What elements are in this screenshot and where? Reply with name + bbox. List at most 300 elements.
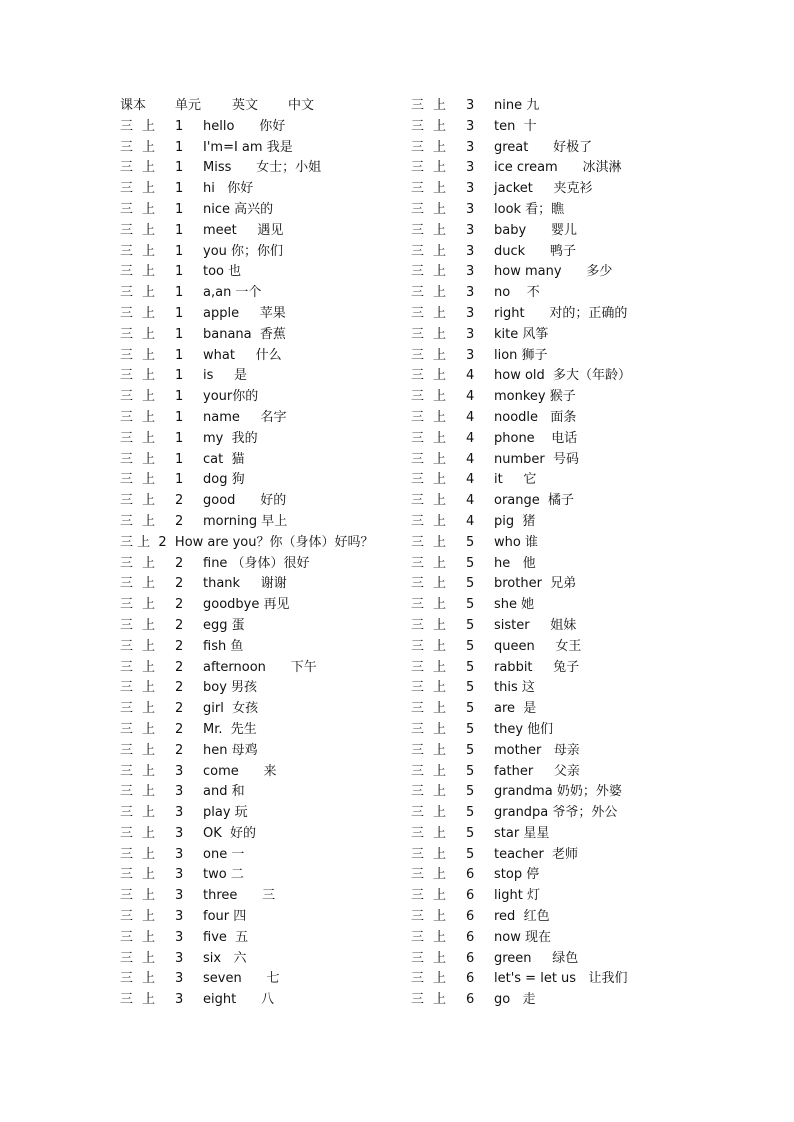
grade-cell: 三 [411,742,425,758]
unit-cell: 6 [466,909,475,925]
table-row [411,845,741,866]
table-row [120,262,450,283]
term-cell: 上 [142,305,156,321]
term-cell: 上 [142,555,156,571]
table-row [120,450,450,471]
grade-cell: 三 [120,430,134,446]
grade-cell: 三 [411,805,425,821]
table-row [120,865,450,886]
term-cell: 上 [142,409,156,425]
grade-cell: 三 [411,305,425,321]
grade-cell: 三 [120,659,134,675]
term-cell: 上 [433,513,447,529]
grade-cell: 三 [120,389,134,405]
table-row [120,678,450,699]
grade-cell: 三 [411,992,425,1008]
unit-cell: 3 [466,326,475,342]
table-row [120,720,450,741]
term-cell: 上 [433,139,447,155]
table-row [411,658,741,679]
unit-cell: 6 [466,888,475,904]
unit-cell: 2 [175,659,184,675]
word-cell: six 六 [203,950,247,966]
word-cell: what 什么 [203,347,282,363]
unit-cell: 5 [466,617,475,633]
term-cell: 上 [433,659,447,675]
unit-cell: 1 [175,472,184,488]
word-cell: one 一 [203,846,245,862]
word-cell: father 父亲 [494,763,580,779]
term-cell: 上 [142,971,156,987]
term-cell: 上 [433,181,447,197]
table-row [120,200,450,221]
word-cell: girl 女孩 [203,701,259,717]
term-cell: 上 [433,451,447,467]
grade-cell: 三 [411,929,425,945]
word-cell: goodbye 再见 [203,597,290,613]
table-row [411,242,741,263]
term-cell: 上 [142,201,156,217]
grade-cell: 三 [411,285,425,301]
unit-cell: 5 [466,742,475,758]
table-row [120,699,450,720]
table-row [411,699,741,720]
term-cell: 上 [433,888,447,904]
term-cell: 上 [142,597,156,613]
term-cell: 上 [433,680,447,696]
term-cell: 上 [433,160,447,176]
term-cell: 上 [433,222,447,238]
unit-cell: 3 [175,992,184,1008]
grade-cell: 三 [120,118,134,134]
unit-cell: 1 [175,285,184,301]
grade-cell: 三 [411,409,425,425]
unit-cell: 3 [175,950,184,966]
unit-cell: 2 [175,742,184,758]
unit-cell: 4 [466,451,475,467]
grade-cell: 三 [411,472,425,488]
term-cell: 上 [433,493,447,509]
table-row [411,283,741,304]
unit-cell: 2 [175,555,184,571]
word-cell: cat 猫 [203,451,245,467]
grade-cell: 三 [411,638,425,654]
word-cell: hen 母鸡 [203,742,258,758]
grade-cell: 三 [120,305,134,321]
grade-cell: 三 [411,513,425,529]
word-cell: afternoon 下午 [203,659,317,675]
grade-cell: 三 [411,701,425,717]
unit-cell: 3 [466,118,475,134]
grade-cell: 三 [120,888,134,904]
term-cell: 上 [433,701,447,717]
word-cell: kite 风筝 [494,326,549,342]
term-cell: 上 [433,368,447,384]
term-cell: 上 [433,867,447,883]
table-row [411,429,741,450]
grade-cell: 三 [411,597,425,613]
word-cell: go 走 [494,992,536,1008]
term-cell: 上 [142,805,156,821]
term-cell: 上 [142,243,156,259]
grade-cell: 三 [411,326,425,342]
grade-cell: 三 [120,409,134,425]
unit-cell: 5 [466,701,475,717]
term-cell: 上 [142,721,156,737]
unit-cell: 1 [175,451,184,467]
term-cell: 上 [142,326,156,342]
word-cell: grandpa 爷爷；外公 [494,805,618,821]
word-cell: a,an 一个 [203,285,262,301]
unit-cell: 4 [466,389,475,405]
word-cell: who 谁 [494,534,538,550]
unit-cell: 2 [175,597,184,613]
unit-cell: 1 [175,368,184,384]
table-row [411,824,741,845]
term-cell: 上 [142,160,156,176]
term-cell: 上 [142,929,156,945]
unit-cell: 5 [466,721,475,737]
word-cell: red 红色 [494,909,550,925]
table-row [120,283,450,304]
table-row [120,886,450,907]
header-english: 英文 [232,98,259,113]
word-cell: and 和 [203,784,245,800]
grade-cell: 三 [120,513,134,529]
word-cell: banana 香蕉 [203,326,286,342]
word-cell: apple 苹果 [203,305,286,321]
term-cell: 上 [433,971,447,987]
table-row [120,429,450,450]
unit-cell: 3 [175,846,184,862]
term-cell: 上 [142,493,156,509]
table-row [120,138,450,159]
term-cell: 上 [433,909,447,925]
table-row [411,762,741,783]
word-cell: fish 鱼 [203,638,244,654]
unit-cell: 6 [466,992,475,1008]
unit-cell: 3 [466,347,475,363]
term-cell: 上 [142,950,156,966]
grade-cell: 三 [411,555,425,571]
table-row [411,533,741,554]
term-cell: 上 [142,451,156,467]
grade-cell: 三 [120,825,134,841]
table-header [120,96,450,117]
grade-cell: 三 [120,555,134,571]
table-row [120,824,450,845]
table-row [120,533,450,554]
term-cell: 上 [433,118,447,134]
grade-cell: 三 [411,451,425,467]
grade-cell: 三 [120,576,134,592]
table-row [120,366,450,387]
word-cell: seven 七 [203,971,280,987]
table-row [411,865,741,886]
grade-cell: 三 [411,98,425,113]
unit-cell: 3 [175,888,184,904]
unit-cell: 2 [175,513,184,529]
unit-cell: 4 [466,430,475,446]
grade-cell: 三 [120,701,134,717]
grade-cell: 三 [411,264,425,280]
term-cell: 上 [142,285,156,301]
table-row [120,242,450,263]
term-cell: 上 [142,763,156,779]
word-cell: is 是 [203,368,248,384]
term-cell: 上 [433,846,447,862]
word-cell: right 对的；正确的 [494,305,628,321]
word-cell: phone 电话 [494,430,578,446]
table-row [120,387,450,408]
unit-cell: 3 [175,867,184,883]
unit-cell: 3 [466,139,475,155]
unit-cell: 5 [466,576,475,592]
table-row [120,574,450,595]
header-unit: 单元 [175,98,202,113]
unit-cell: 4 [466,368,475,384]
term-cell: 上 [142,472,156,488]
word-cell: I'm=I am 我是 [203,139,293,155]
unit-cell: 6 [466,929,475,945]
term-cell: 上 [433,784,447,800]
term-cell: 上 [433,805,447,821]
word-cell: mother 母亲 [494,742,580,758]
grade-cell: 三 [411,825,425,841]
table-row [411,741,741,762]
term-cell: 上 [142,118,156,134]
table-row [411,346,741,367]
term-cell: 上 [142,430,156,446]
table-row [411,304,741,325]
word-cell: my 我的 [203,430,258,446]
table-row [411,470,741,491]
unit-cell: 3 [175,971,184,987]
table-row [411,928,741,949]
unit-cell: 5 [466,638,475,654]
grade-cell: 三 [411,680,425,696]
unit-cell: 6 [466,950,475,966]
table-row [411,158,741,179]
grade-cell: 三 [411,909,425,925]
word-cell: how many 多少 [494,264,613,280]
word-cell: orange 橘子 [494,493,575,509]
word-cell: five 五 [203,929,249,945]
term-cell: 上 [433,430,447,446]
unit-cell: 1 [175,181,184,197]
word-cell: how old 多大（年龄） [494,368,632,384]
vocabulary-column-right [411,96,741,1011]
unit-cell: 3 [466,305,475,321]
word-cell: are 是 [494,701,537,717]
unit-cell: 3 [466,243,475,259]
grade-cell: 三 [120,160,134,176]
table-row [411,595,741,616]
grade-cell: 三 [411,784,425,800]
term-cell: 上 [433,763,447,779]
table-row [120,907,450,928]
table-row [120,408,450,429]
header-book: 课本 [120,98,147,113]
grade-cell: 三 [411,867,425,883]
unit-cell: 1 [175,243,184,259]
unit-cell: 4 [466,409,475,425]
term-cell: 上 [142,389,156,405]
word-cell: he 他 [494,555,536,571]
word-cell: she 她 [494,597,535,613]
unit-cell: 2 [175,721,184,737]
unit-cell: 1 [175,139,184,155]
word-cell: eight 八 [203,992,274,1008]
unit-cell: 1 [175,389,184,405]
grade-cell: 三 [411,222,425,238]
unit-cell: 3 [466,201,475,217]
unit-cell: 3 [175,763,184,779]
term-cell: 上 [433,555,447,571]
unit-cell: 2 [175,576,184,592]
word-cell: hello 你好 [203,118,286,134]
word-cell: star 星星 [494,825,550,841]
term-cell: 上 [142,992,156,1008]
vocabulary-column-left [120,96,450,1011]
table-row [411,886,741,907]
table-row [120,637,450,658]
word-cell: lion 狮子 [494,347,548,363]
grade-cell: 三 [411,576,425,592]
term-cell: 上 [142,701,156,717]
grade-cell: 三 [411,181,425,197]
term-cell: 上 [142,659,156,675]
word-cell: your你的 [203,389,259,405]
table-row [120,803,450,824]
unit-cell: 5 [466,659,475,675]
grade-cell: 三 [120,971,134,987]
word-cell: play 玩 [203,805,248,821]
unit-cell: 4 [466,493,475,509]
term-cell: 上 [433,597,447,613]
term-cell: 上 [142,347,156,363]
table-row [120,117,450,138]
unit-cell: 5 [466,680,475,696]
grade-cell: 三 [411,368,425,384]
term-cell: 上 [142,825,156,841]
grade-cell: 三 [120,950,134,966]
term-cell: 上 [433,742,447,758]
unit-cell: 1 [175,201,184,217]
term-cell: 上 [142,784,156,800]
grade-cell: 三 [120,326,134,342]
word-cell: brother 兄弟 [494,576,577,592]
table-row [411,637,741,658]
grade-cell: 三 [120,243,134,259]
grade-cell: 三 [120,763,134,779]
table-row [120,158,450,179]
table-row [120,990,450,1011]
grade-cell: 三 [411,534,425,550]
word-cell: let's = let us 让我们 [494,971,628,987]
table-row [411,262,741,283]
table-row [120,304,450,325]
unit-cell: 1 [175,430,184,446]
grade-cell: 三 [411,347,425,363]
word-cell: too 也 [203,264,242,280]
term-cell: 上 [142,742,156,758]
word-cell: Mr. 先生 [203,721,257,737]
unit-cell: 3 [175,929,184,945]
unit-cell: 1 [175,160,184,176]
term-cell: 上 [142,576,156,592]
table-row [120,346,450,367]
table-row [411,574,741,595]
word-cell: OK 好的 [203,825,257,841]
word-cell: good 好的 [203,493,287,509]
term-cell: 上 [433,264,447,280]
grade-cell: 三 [120,222,134,238]
term-cell: 上 [433,305,447,321]
table-row [120,658,450,679]
word-cell: Miss 女士；小姐 [203,160,322,176]
table-row [411,782,741,803]
table-row [411,554,741,575]
grade-cell: 三 [120,992,134,1008]
grade-cell: 三 [120,867,134,883]
grade-cell: 三 [120,347,134,363]
term-cell: 上 [433,534,447,550]
word-cell: pig 猪 [494,513,536,529]
grade-cell: 三 [411,389,425,405]
term-cell: 上 [433,201,447,217]
term-cell: 上 [433,326,447,342]
term-cell: 上 [142,846,156,862]
grade-cell: 三 [411,243,425,259]
word-cell: green 绿色 [494,950,579,966]
word-cell: three 三 [203,888,276,904]
unit-cell: 3 [466,181,475,197]
unit-cell: 5 [466,825,475,841]
unit-cell: 3 [175,825,184,841]
table-row [411,949,741,970]
unit-cell: 2 [175,701,184,717]
grade-cell: 三 [120,139,134,155]
table-row [411,616,741,637]
term-cell: 上 [433,721,447,737]
unit-cell: 5 [466,805,475,821]
grade-cell: 三 [120,721,134,737]
term-cell: 上 [433,243,447,259]
table-row [120,845,450,866]
grade-cell: 三 [411,846,425,862]
table-row [120,512,450,533]
word-cell: ice cream 冰淇淋 [494,160,622,176]
table-row [411,96,741,117]
word-cell: this 这 [494,680,535,696]
grade-cell: 三 [120,368,134,384]
grade-cell: 三 [411,118,425,134]
term-cell: 上 [142,867,156,883]
grade-cell: 三 [120,805,134,821]
term-cell: 上 [433,285,447,301]
table-row [120,741,450,762]
unit-cell: 1 [175,222,184,238]
unit-cell: 3 [175,909,184,925]
term-cell: 上 [433,576,447,592]
word-cell: nice 高兴的 [203,201,274,217]
grade-cell: 三 [411,721,425,737]
grade-cell: 三 [120,617,134,633]
table-row [411,512,741,533]
table-row [411,179,741,200]
term-cell: 上 [433,825,447,841]
